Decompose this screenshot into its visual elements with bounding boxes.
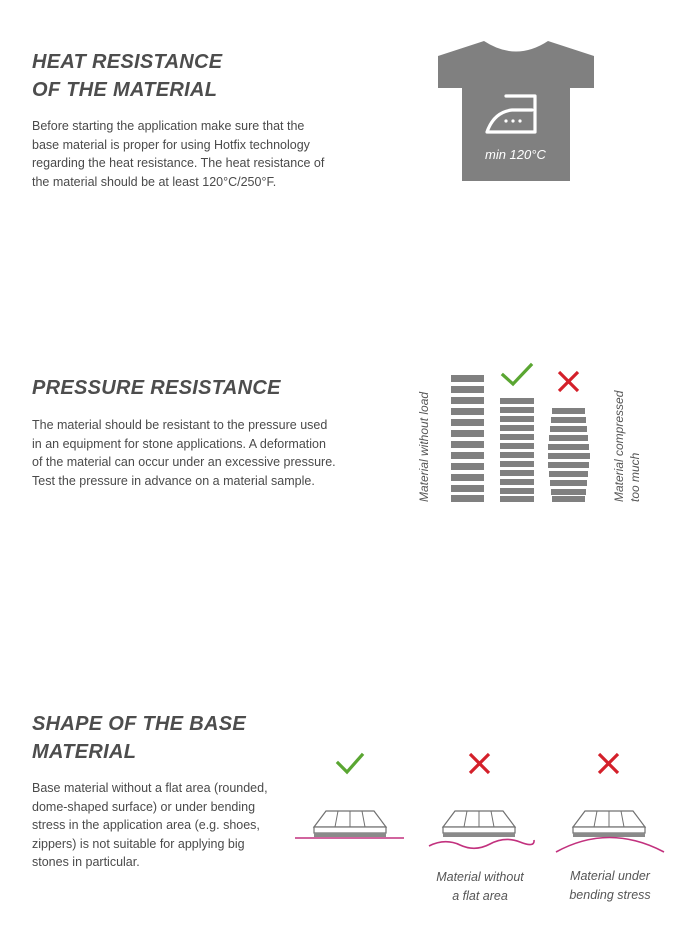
label-material-compressed: Material compressed too much	[612, 390, 642, 502]
cross-icon	[599, 754, 618, 773]
pressure-section-title: PRESSURE RESISTANCE	[32, 377, 281, 399]
heat-section-body: Before starting the application make sure that the base material is proper for using Hotfix technology regarding the heat resistance. The heat resistance of the material should be at least 120°C/250°F.	[32, 119, 325, 189]
caption-material-under-bending-stress: Material under bending stress	[569, 869, 651, 902]
stack-acceptable	[500, 398, 534, 502]
shape-section-body: Base material without a flat area (rounded, dome-shaped surface) or under bending stress in the application area (e.g. shoes, zippers) is not suitable for applying big stones in particular.	[32, 781, 268, 869]
label-material-without-load: Material without load	[417, 391, 431, 502]
check-icon	[338, 755, 362, 772]
stone-on-flat-base	[295, 811, 404, 838]
cross-icon	[470, 754, 489, 773]
shape-section-title: SHAPE OF THE BASE MATERIAL	[32, 713, 247, 763]
heat-section-title: HEAT RESISTANCE OF THE MATERIAL	[32, 51, 223, 101]
pressure-section-body: The material should be resistant to the pressure used in an equipment for stone applications. A deformation of the material can occur under an excessive pressure. Test the pressure in advance on a material sample.	[32, 418, 336, 488]
caption-material-without-flat-area: Material without a flat area	[436, 870, 524, 903]
stone-on-bent-base	[556, 811, 664, 852]
check-icon	[503, 365, 531, 384]
cross-icon	[559, 372, 578, 391]
tshirt-temperature-label: min 120°C	[485, 147, 546, 162]
stack-compressed	[548, 408, 590, 502]
stone-on-uneven-base	[429, 811, 534, 848]
stack-without-load	[451, 375, 484, 502]
